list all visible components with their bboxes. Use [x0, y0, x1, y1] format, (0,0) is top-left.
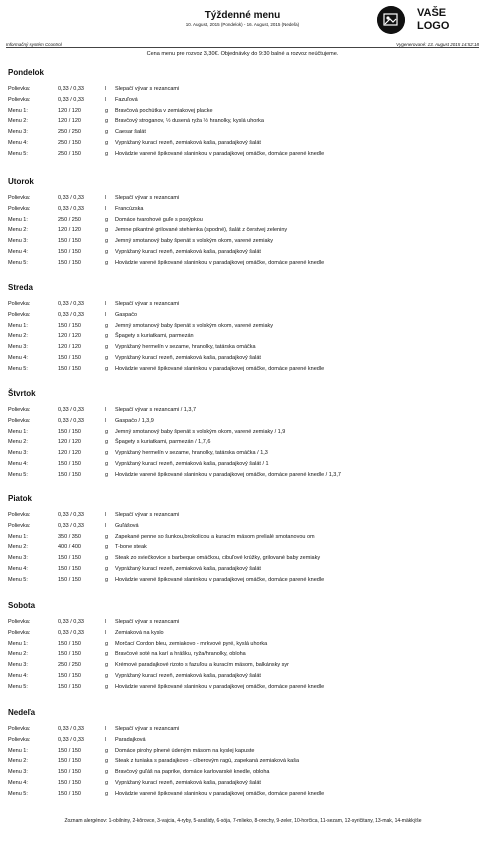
menu-row	[0, 726, 485, 737]
row-label: Menu 1:	[8, 107, 28, 114]
row-description: Guľášová	[115, 522, 139, 529]
row-description: Krémové paradajkové rizoto s fazuľou a kuracím mäsom, balkánsky syr	[115, 662, 290, 669]
row-description: Morčací Cordon bleu, zemiakovo - mrkvové pyré, kyslá uhorka	[115, 640, 268, 647]
row-label: Menu 2:	[8, 333, 28, 340]
row-label: Menu 5:	[8, 150, 28, 157]
row-quantity: 150 / 150	[58, 673, 81, 679]
row-quantity: 150 / 150	[58, 238, 81, 245]
row-label: Polievka:	[8, 96, 31, 103]
menu-row	[0, 512, 485, 523]
row-quantity: 150 / 150	[58, 769, 81, 776]
row-quantity: 150 / 150	[58, 780, 81, 786]
row-label: Menu 3:	[8, 555, 28, 562]
row-unit: l	[105, 619, 107, 625]
row-description: Slepačí vývar s rezancami	[115, 619, 180, 625]
menu-row	[0, 323, 485, 334]
row-quantity: 0,33 / 0,33	[58, 86, 84, 92]
row-unit: g	[105, 683, 109, 690]
row-quantity: 250 / 250	[58, 662, 81, 669]
row-description: Steak zo sviečkovice s barbeque omáčkou, cibuľové krúžky, grilované baby zemiaky	[115, 555, 321, 562]
row-unit: l	[105, 96, 107, 103]
row-quantity: 250 / 250	[58, 216, 81, 223]
row-label: Menu 2:	[8, 118, 28, 125]
row-label: Menu 5:	[8, 471, 28, 478]
row-unit: g	[105, 555, 109, 562]
row-unit: g	[105, 439, 109, 446]
row-label: Menu 5:	[8, 576, 28, 583]
row-label: Menu 4:	[8, 249, 28, 255]
row-label: Polievka:	[8, 205, 31, 212]
row-quantity: 150 / 150	[58, 790, 81, 797]
row-quantity: 150 / 150	[58, 640, 81, 647]
row-label: Menu 3:	[8, 129, 28, 136]
row-unit: l	[105, 407, 107, 413]
row-unit: g	[105, 322, 109, 329]
row-label: Menu 2:	[8, 439, 28, 446]
menu-row	[0, 195, 485, 206]
row-unit: l	[105, 522, 107, 529]
row-description: Jemný smotanový baby špenát s volským okom, varené zemiaky	[115, 322, 274, 329]
row-unit: l	[105, 86, 107, 92]
row-quantity: 150 / 150	[58, 322, 81, 329]
menu-row	[0, 534, 485, 545]
menu-row	[0, 630, 485, 641]
menu-row	[0, 366, 485, 377]
row-label: Menu 1:	[8, 533, 28, 540]
menu-row	[0, 737, 485, 748]
menu-row	[0, 407, 485, 418]
row-description: Paradajková	[115, 736, 146, 743]
row-unit: g	[105, 790, 109, 797]
row-quantity: 0,33 / 0,33	[58, 629, 84, 636]
row-unit: g	[105, 769, 109, 776]
row-description: Slepačí vývar s rezancami	[115, 86, 180, 92]
menu-row	[0, 472, 485, 483]
row-unit: g	[105, 333, 109, 340]
row-label: Menu 3:	[8, 344, 28, 351]
row-quantity: 120 / 120	[58, 333, 81, 340]
row-quantity: 0,33 / 0,33	[58, 96, 84, 103]
row-quantity: 150 / 150	[58, 683, 81, 690]
row-label: Menu 2:	[8, 651, 28, 658]
row-label: Menu 3:	[8, 662, 28, 669]
row-unit: g	[105, 344, 109, 351]
date-range: 10. August, 2015 (Pondelok) - 16. August, 2015 (Nedeľa)	[185, 22, 300, 27]
menu-row	[0, 206, 485, 217]
row-description: Caesar šalát	[115, 129, 146, 136]
row-unit: g	[105, 355, 109, 361]
row-quantity: 120 / 120	[58, 439, 81, 446]
row-quantity: 120 / 120	[58, 118, 81, 125]
menu-row	[0, 429, 485, 440]
row-quantity: 0,33 / 0,33	[58, 736, 84, 743]
row-label: Polievka:	[8, 522, 31, 529]
row-quantity: 150 / 150	[58, 471, 81, 478]
row-unit: g	[105, 450, 109, 457]
row-unit: g	[105, 365, 109, 372]
menu-row	[0, 791, 485, 802]
menu-row	[0, 355, 485, 366]
day-name: Streda	[8, 283, 33, 292]
menu-row	[0, 439, 485, 450]
row-label: Menu 5:	[8, 259, 28, 266]
menu-row	[0, 566, 485, 577]
system-label: Informačný systém Ccontrol	[6, 42, 62, 47]
row-description: Slepačí vývar s rezancami / 1,3,7	[115, 407, 197, 413]
row-label: Menu 4:	[8, 461, 28, 467]
row-label: Polievka:	[8, 311, 31, 318]
row-description: Slepačí vývar s rezancami	[115, 726, 180, 732]
row-description: Steak z tuniaka s paradajkovo - cíberovým ragú, zapekaná zemiaková kaša	[115, 758, 300, 765]
menu-row	[0, 523, 485, 534]
row-description: Vyprážaný kurací rezeň, zemiaková kaša, paradajkový šalát	[115, 780, 261, 786]
row-quantity: 150 / 150	[58, 249, 81, 255]
row-label: Polievka:	[8, 629, 31, 636]
row-description: Hovädzie varené špikované slaninkou v paradajkovej omáčke, domáce parené knedle	[115, 683, 325, 690]
row-label: Menu 5:	[8, 365, 28, 372]
row-label: Polievka:	[8, 195, 31, 201]
row-unit: l	[105, 629, 107, 636]
row-unit: g	[105, 747, 109, 754]
row-label: Polievka:	[8, 726, 31, 732]
menu-row	[0, 227, 485, 238]
row-description: Gaspačo	[115, 311, 138, 318]
row-quantity: 150 / 150	[58, 566, 81, 572]
row-description: Hovädzie varené špikované slaninkou v paradajkovej omáčke, domáce parené knedle / 1,3,7	[115, 471, 341, 478]
row-unit: g	[105, 544, 109, 551]
row-description: Slepačí vývar s rezancami	[115, 195, 180, 201]
row-quantity: 120 / 120	[58, 107, 81, 114]
row-unit: l	[105, 736, 107, 743]
menu-row	[0, 344, 485, 355]
day-name: Nedeľa	[8, 708, 36, 717]
row-label: Polievka:	[8, 736, 31, 743]
row-unit: g	[105, 118, 109, 125]
row-label: Menu 2:	[8, 544, 28, 551]
row-description: Jemne pikantné grilované stehienka (spodné), šalát z čerstvej zeleniny	[115, 227, 288, 234]
row-description: Vyprážaný kurací rezeň, zemiaková kaša, paradajkový šalát / 1	[115, 461, 269, 467]
row-quantity: 350 / 350	[58, 533, 81, 540]
row-label: Menu 2:	[8, 227, 28, 234]
row-quantity: 120 / 120	[58, 227, 81, 234]
row-quantity: 150 / 150	[58, 555, 81, 562]
row-unit: g	[105, 758, 109, 765]
menu-row	[0, 118, 485, 129]
menu-row	[0, 544, 485, 555]
page-header	[0, 0, 485, 40]
menu-row	[0, 619, 485, 630]
menu-row	[0, 249, 485, 260]
menu-row	[0, 97, 485, 108]
row-description: Vyprážaný kurací rezeň, zemiaková kaša, paradajkový šalát	[115, 566, 261, 572]
row-label: Menu 1:	[8, 747, 28, 754]
menu-row	[0, 151, 485, 162]
row-unit: l	[105, 726, 107, 732]
row-unit: g	[105, 576, 109, 583]
row-unit: g	[105, 107, 109, 114]
row-unit: l	[105, 311, 107, 318]
logo	[375, 4, 475, 38]
row-label: Menu 1:	[8, 216, 28, 223]
row-label: Menu 4:	[8, 566, 28, 572]
menu-row	[0, 333, 485, 344]
price-note: Cena menu pre rozvoz 3,30€. Objednávky do 9:30 balné a rozvoz neúčtujeme.	[146, 51, 339, 57]
row-label: Menu 2:	[8, 758, 28, 765]
row-unit: g	[105, 249, 109, 255]
row-quantity: 0,33 / 0,33	[58, 407, 84, 413]
row-quantity: 400 / 400	[58, 544, 81, 551]
day-name: Pondelok	[8, 68, 45, 77]
row-label: Polievka:	[8, 512, 31, 518]
row-quantity: 150 / 150	[58, 747, 81, 754]
row-description: Jemný smotanový baby špenát s volským okom, varené zemiaky	[115, 238, 274, 245]
menu-row	[0, 418, 485, 429]
logo-icon	[377, 6, 405, 34]
generated-label: Vygenerované: 13. August 2015 14:52:18	[396, 42, 479, 47]
menu-row	[0, 86, 485, 97]
row-description: Bravčová pochútka v zemiakovej placke	[115, 107, 213, 114]
menu-row	[0, 641, 485, 652]
menu-row	[0, 651, 485, 662]
row-description: Vyprážaný hermelín v sezame, hranolky, tatárska omáčka / 1,3	[115, 450, 268, 457]
row-quantity: 120 / 120	[58, 450, 81, 457]
row-quantity: 250 / 150	[58, 140, 81, 146]
menu-row	[0, 301, 485, 312]
row-description: Špagety s kuriatkami, parmezán	[115, 333, 194, 340]
row-description: T-bone steak	[115, 544, 147, 551]
row-label: Polievka:	[8, 86, 31, 92]
row-unit: g	[105, 216, 109, 223]
row-quantity: 150 / 150	[58, 758, 81, 765]
row-unit: g	[105, 673, 109, 679]
row-unit: g	[105, 651, 109, 658]
row-quantity: 0,33 / 0,33	[58, 417, 84, 424]
menu-row	[0, 140, 485, 151]
menu-row	[0, 673, 485, 684]
row-unit: l	[105, 195, 107, 201]
row-unit: l	[105, 205, 107, 212]
row-description: Hovädzie varené špikované slaninkou v paradajkovej omáčke, domáce parené knedle	[115, 259, 325, 266]
row-description: Hovädzie varené špikované slaninkou v paradajkovej omáčke, domáce parené knedle	[115, 790, 325, 797]
row-quantity: 150 / 150	[58, 651, 81, 658]
row-unit: g	[105, 150, 109, 157]
menu-row	[0, 748, 485, 759]
day-name: Sobota	[8, 601, 36, 610]
menu-row	[0, 129, 485, 140]
row-description: Hovädzie varené špikované slaninkou v paradajkovej omáčke, domáce parené knedle	[115, 576, 325, 583]
row-quantity: 250 / 250	[58, 129, 81, 136]
row-quantity: 0,33 / 0,33	[58, 311, 84, 318]
row-description: Vyprážaný kurací rezeň, zemiaková kaša, paradajkový šalát	[115, 355, 261, 361]
row-quantity: 0,33 / 0,33	[58, 512, 84, 518]
allergen-list: Zoznam alergénov: 1-obilniny, 2-kôrovce, 3-vajcia, 4-ryby, 5-arašidy, 6-sója, 7-mlieko, 8-orechy, 9-zeler, 10-horčica, 11-sezam, 12-syričitany, 13-mak, 14-mäkkýše	[64, 818, 422, 824]
menu-row	[0, 577, 485, 588]
row-quantity: 150 / 150	[58, 576, 81, 583]
row-description: Bravčový stroganov, ½ dusená ryža ½ hranolky, kyslá uhorka	[115, 118, 264, 125]
row-description: Slepačí vývar s rezancami	[115, 512, 180, 518]
row-quantity: 250 / 150	[58, 150, 81, 157]
menu-row	[0, 217, 485, 228]
menu-row	[0, 450, 485, 461]
row-quantity: 0,33 / 0,33	[58, 301, 84, 307]
row-description: Vyprážaný kurací rezeň, zemiaková kaša, paradajkový šalát	[115, 673, 261, 679]
row-unit: g	[105, 140, 109, 146]
row-label: Polievka:	[8, 301, 31, 307]
row-unit: l	[105, 417, 107, 424]
row-description: Vyprážaný kurací rezeň, zemiaková kaša, paradajkový šalát	[115, 140, 261, 146]
row-label: Menu 4:	[8, 355, 28, 361]
row-quantity: 150 / 150	[58, 428, 81, 435]
row-quantity: 0,33 / 0,33	[58, 619, 84, 625]
row-label: Menu 5:	[8, 683, 28, 690]
row-quantity: 150 / 150	[58, 355, 81, 361]
row-label: Menu 4:	[8, 140, 28, 146]
row-quantity: 150 / 150	[58, 365, 81, 372]
row-description: Francúzska	[115, 205, 144, 212]
row-unit: g	[105, 227, 109, 234]
row-description: Gaspačo / 1,3,9	[115, 417, 154, 424]
row-unit: l	[105, 301, 107, 307]
menu-row	[0, 769, 485, 780]
row-label: Menu 3:	[8, 450, 28, 457]
row-label: Menu 3:	[8, 238, 28, 245]
menu-row	[0, 461, 485, 472]
row-unit: g	[105, 129, 109, 136]
menu-row	[0, 108, 485, 119]
row-description: Bravčový guľáš na paprike, domáce karlovarské knedle, obloha	[115, 769, 270, 776]
row-description: Vyprážaný hermelín v sezame, hranolky, tatárska omáčka	[115, 344, 256, 351]
menu-row	[0, 312, 485, 323]
row-label: Polievka:	[8, 407, 31, 413]
row-label: Polievka:	[8, 417, 31, 424]
row-unit: g	[105, 428, 109, 435]
row-unit: l	[105, 512, 107, 518]
row-description: Hovädzie varené špikované slaninkou v paradajkovej omáčke, domáce parené knedle	[115, 150, 325, 157]
row-label: Menu 5:	[8, 790, 28, 797]
day-name: Štvrtok	[8, 389, 36, 398]
row-description: Slepačí vývar s rezancami	[115, 301, 180, 307]
row-label: Menu 3:	[8, 769, 28, 776]
row-unit: g	[105, 461, 109, 467]
day-name: Piatok	[8, 494, 33, 503]
day-name: Utorok	[8, 177, 34, 186]
row-unit: g	[105, 640, 109, 647]
row-quantity: 0,33 / 0,33	[58, 205, 84, 212]
row-description: Domáce tvarohové guľe s posýpkou	[115, 216, 203, 223]
menu-row	[0, 662, 485, 673]
row-description: Hovädzie varené špikované slaninkou v paradajkovej omáčke, domáce parené knedle	[115, 365, 325, 372]
row-quantity: 150 / 150	[58, 461, 81, 467]
row-unit: g	[105, 259, 109, 266]
row-description: Fazuľová	[115, 96, 138, 103]
row-description: Zemiaková na kyslo	[115, 629, 164, 636]
row-quantity: 0,33 / 0,33	[58, 726, 84, 732]
logo-text: VAŠE LOGO	[417, 7, 450, 32]
page-title: Týždenné menu	[204, 10, 281, 21]
menu-row	[0, 758, 485, 769]
row-description: Zapekané penne so šunkou,brokolicou a kuracím mäsom prelialé smotanovou om	[115, 533, 315, 540]
row-quantity: 120 / 120	[58, 344, 81, 351]
row-label: Menu 4:	[8, 673, 28, 679]
row-unit: g	[105, 533, 109, 540]
row-unit: g	[105, 471, 109, 478]
row-quantity: 150 / 150	[58, 259, 81, 266]
row-quantity: 0,33 / 0,33	[58, 195, 84, 201]
row-label: Menu 4:	[8, 780, 28, 786]
row-description: Špagety s kuriatkami, parmezán / 1,7,6	[115, 439, 211, 446]
menu-row	[0, 238, 485, 249]
row-description: Vyprážaný kurací rezeň, zemiaková kaša, paradajkový šalát	[115, 249, 261, 255]
row-label: Menu 1:	[8, 428, 28, 435]
row-unit: g	[105, 238, 109, 245]
row-unit: g	[105, 662, 109, 669]
row-description: Bravčové soté na karí a hrášku, ryža/hranolky, obloha	[115, 651, 246, 658]
row-quantity: 0,33 / 0,33	[58, 522, 84, 529]
header-divider	[6, 47, 479, 48]
menu-row	[0, 260, 485, 271]
row-label: Polievka:	[8, 619, 31, 625]
menu-row	[0, 684, 485, 695]
row-label: Menu 1:	[8, 322, 28, 329]
row-description: Domáce pirohy plnené údeným mäsom na kyslej kapuste	[115, 747, 255, 754]
row-description: Jemný smotanový baby špenát s volským okom, varené zemiaky / 1,9	[115, 428, 286, 435]
row-unit: g	[105, 780, 109, 786]
row-label: Menu 1:	[8, 640, 28, 647]
row-unit: g	[105, 566, 109, 572]
menu-row	[0, 555, 485, 566]
menu-row	[0, 780, 485, 791]
